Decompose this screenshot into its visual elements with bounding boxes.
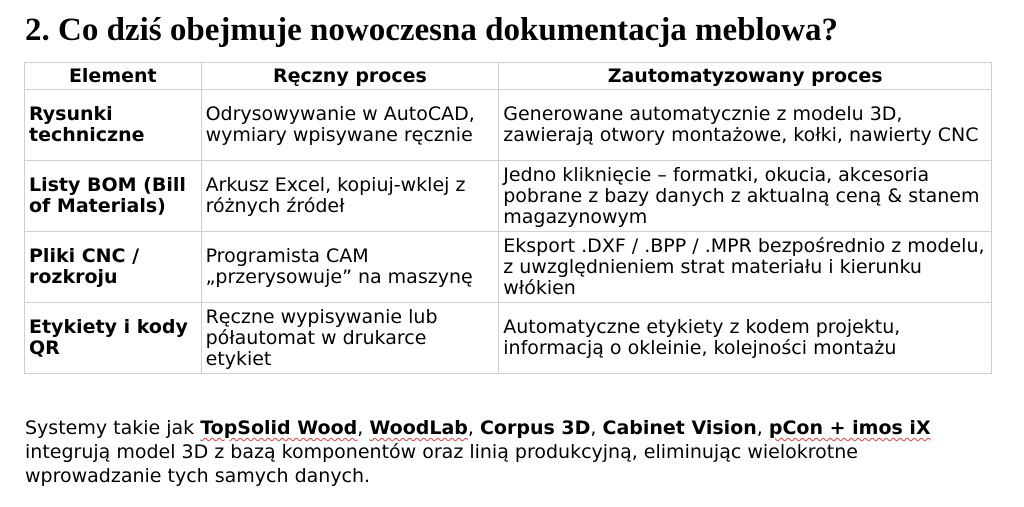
cell-automated: Eksport .DXF / .BPP / .MPR bezpośrednio z modelu, z uwzględnieniem strat materiału i kierunku włókien [499, 232, 992, 303]
system-woodlab: WoodLab [369, 417, 468, 439]
summary-separator: , [467, 417, 480, 439]
cell-element: Listy BOM (Bill of Materials) [25, 161, 202, 232]
cell-automated: Automatyczne etykiety z kodem projektu, informacją o okleinie, kolejności montażu [499, 303, 992, 374]
table-row [25, 161, 992, 232]
cell-manual: Arkusz Excel, kopiuj-wklej z różnych źródeł [201, 161, 499, 232]
page-heading: 2. Co dziś obejmuje nowoczesna dokumentacja meblowa? [25, 12, 839, 48]
cell-manual: Odrysowywanie w AutoCAD, wymiary wpisywane ręcznie [201, 90, 499, 161]
summary-separator: , [756, 417, 769, 439]
table-row [25, 303, 992, 374]
cell-element: Rysunki techniczne [25, 90, 202, 161]
header-manual-process: Ręczny proces [201, 63, 499, 90]
cell-element: Etykiety i kody QR [25, 303, 202, 374]
cell-manual: Programista CAM „przerysowuje” na maszynę [201, 232, 499, 303]
table-row [25, 90, 992, 161]
cell-automated: Jedno kliknięcie – formatki, okucia, akcesoria pobrane z bazy danych z aktualną ceną & stanem magazynowym [499, 161, 992, 232]
system-cabinet-vision: Cabinet Vision [602, 417, 757, 439]
cell-element: Pliki CNC / rozkroju [25, 232, 202, 303]
table-row [25, 232, 992, 303]
comparison-table [24, 62, 992, 374]
system-topsolid-wood: TopSolid Wood [200, 417, 358, 439]
header-automated-process: Zautomatyzowany proces [499, 63, 992, 90]
cell-automated: Generowane automatycznie z modelu 3D, zawierają otwory montażowe, kołki, nawierty CNC [499, 90, 992, 161]
table-header-row [25, 63, 992, 90]
cell-manual: Ręczne wypisywanie lub półautomat w drukarce etykiet [201, 303, 499, 374]
header-element: Element [25, 63, 202, 90]
summary-paragraph [25, 416, 985, 488]
system-corpus-3d: Corpus 3D [479, 417, 591, 439]
system-pcon-imos-ix: pCon + imos iX [768, 417, 931, 439]
summary-separator: , [590, 417, 603, 439]
summary-separator: , [357, 417, 370, 439]
summary-outro: integrują model 3D z bazą komponentów oraz linią produkcyjną, eliminując wielokrotne wprowadzanie tych samych danych. [25, 441, 858, 487]
summary-intro: Systemy takie jak [25, 417, 201, 439]
